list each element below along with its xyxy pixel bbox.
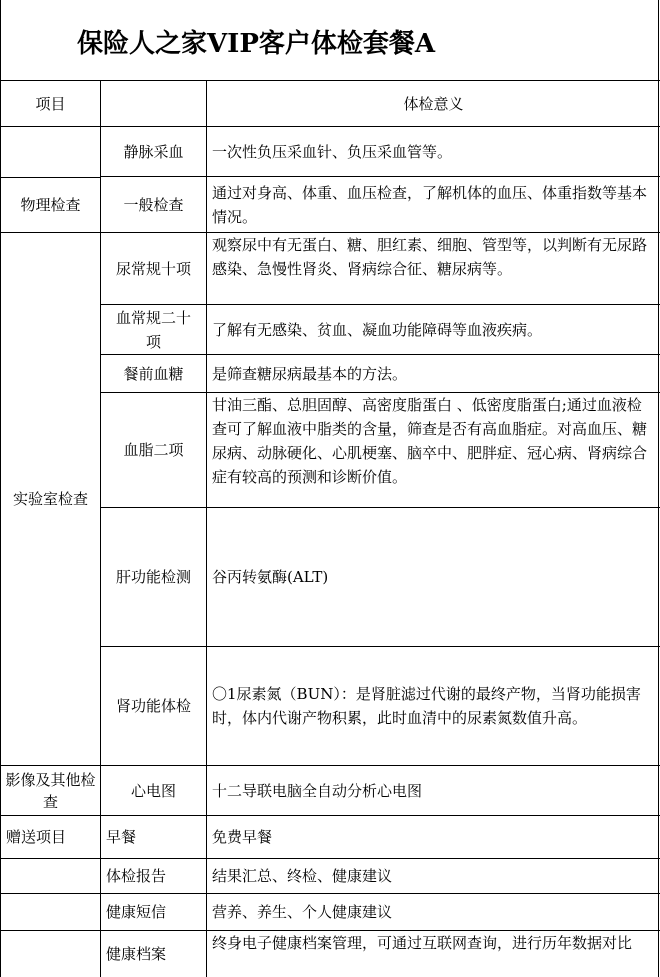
category-gift: 赠送项目 xyxy=(6,828,67,846)
row-meaning: 甘油三酯、总胆固醇、高密度脂蛋白 、低密度脂蛋白;通过血液检查可了解血液中脂类的含量，筛查是否有高血脂症。对高血压、糖尿病、动脉硬化、心肌梗塞、脑卒中、肥胖症、冠心病、肾病综合症有较高的预测和诊断价值。 xyxy=(212,396,648,486)
row-meaning: 十二导联电脑全自动分析心电图 xyxy=(212,781,423,800)
row-meaning: 观察尿中有无蛋白、糖、胆红素、细胞、管型等，以判断有无尿路感染、急慢性肾炎、肾病综合征、糖尿病等。 xyxy=(212,236,648,278)
row-subitem: 静脉采血 xyxy=(123,142,184,161)
row-subitem: 一般检查 xyxy=(123,195,184,214)
row-subitem: 尿常规十项 xyxy=(115,259,191,278)
header-meaning: 体检意义 xyxy=(403,94,464,113)
header-item: 项目 xyxy=(35,94,66,113)
row-subitem: 健康档案 xyxy=(106,945,167,963)
row-subitem: 心电图 xyxy=(130,781,176,800)
page-title: 保险人之家VIP客户体检套餐A xyxy=(77,29,436,59)
category-imaging: 影像及其他检查 xyxy=(5,770,96,811)
row-subitem: 肾功能体检 xyxy=(115,697,191,715)
row-meaning: 〇1尿素氮（BUN）：是肾脏滤过代谢的最终产物，当肾功能损害时，体内代谢产物积累，此时血清中的尿素氮数值升高。 xyxy=(212,685,641,727)
row-meaning: 通过对身高、体重、血压检查，了解机体的血压、体重指数等基本情况。 xyxy=(212,183,648,226)
category-lab: 实验室检查 xyxy=(12,490,88,508)
row-meaning: 一次性负压采血针、负压采血管等。 xyxy=(212,142,453,161)
row-subitem: 健康短信 xyxy=(106,903,167,921)
row-meaning: 谷丙转氨酶(ALT) xyxy=(212,568,329,586)
row-subitem: 餐前血糖 xyxy=(123,364,184,383)
row-subitem: 血脂二项 xyxy=(123,441,184,459)
row-subitem: 体检报告 xyxy=(106,867,167,885)
row-meaning: 营养、养生、个人健康建议 xyxy=(212,903,393,921)
row-subitem: 血常规二十项 xyxy=(115,308,191,351)
row-subitem: 早餐 xyxy=(106,828,137,846)
category-physical: 物理检查 xyxy=(20,196,81,214)
row-meaning: 终身电子健康档案管理，可通过互联网查询，进行历年数据对比 xyxy=(212,934,633,952)
row-subitem: 肝功能检测 xyxy=(115,568,191,586)
row-meaning: 免费早餐 xyxy=(212,828,273,846)
row-meaning: 了解有无感染、贫血、凝血功能障碍等血液疾病。 xyxy=(212,320,543,339)
row-meaning: 是筛查糖尿病最基本的方法。 xyxy=(212,364,408,383)
row-meaning: 结果汇总、终检、健康建议 xyxy=(212,867,393,885)
header-subitem xyxy=(101,81,206,126)
